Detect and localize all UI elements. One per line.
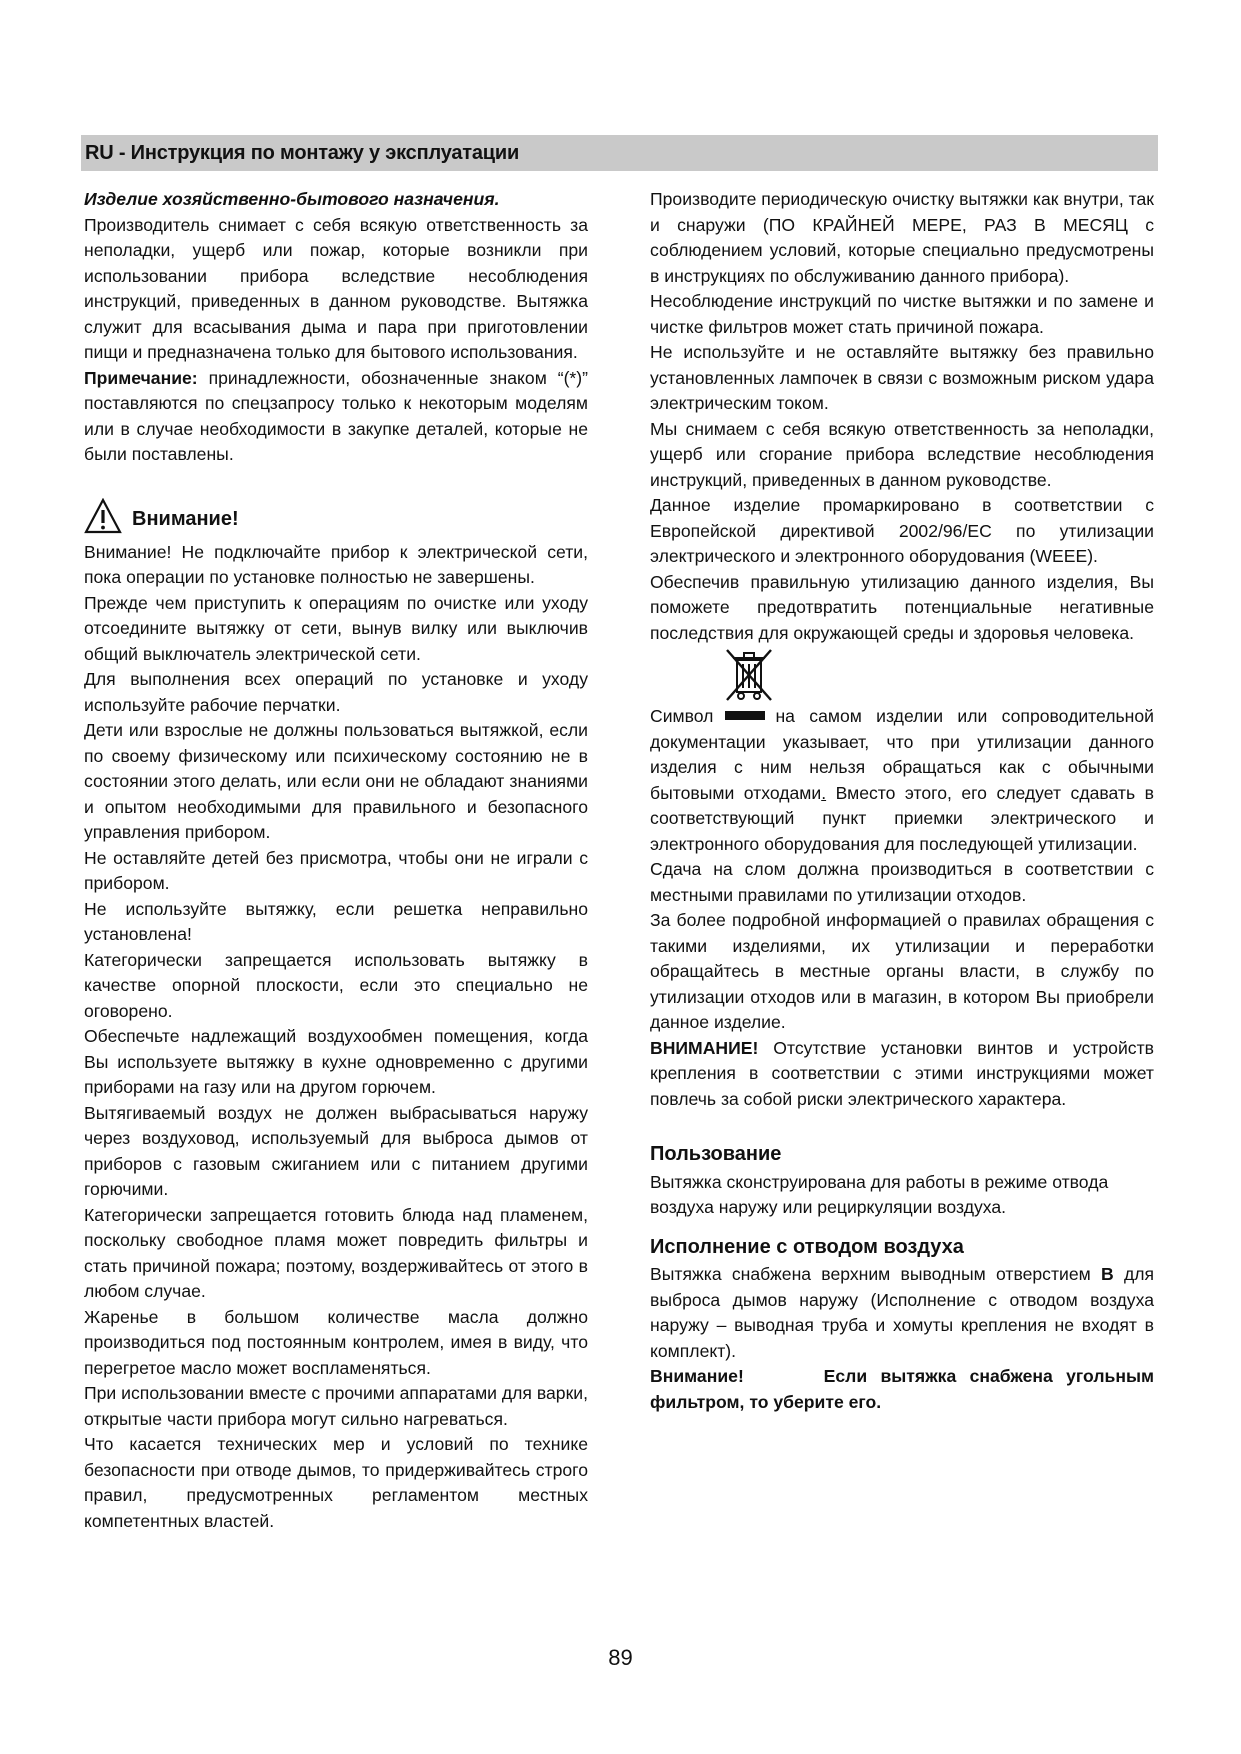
symbol-word: Символ xyxy=(650,706,714,726)
left-paragraph: Категорически запрещается готовить блюда над пламенем, поскольку свободное пламя может повредить фильтры и стать причиной пожара; поэтому, воздерживайтесь от этого в любом случае. xyxy=(84,1204,588,1301)
right-paragraph: Сдача на слом должна производиться в соответствии с местными правилами по утилизации отходов. xyxy=(650,859,1154,905)
left-column xyxy=(84,187,588,1534)
crossed-bin-icon xyxy=(723,646,775,702)
right-paragraph: Несоблюдение инструкций по чистке вытяжки и по замене и чистке фильтров может стать причиной пожара. xyxy=(650,291,1154,337)
left-paragraph: Прежде чем приступить к операциям по очистке или уходу отсоедините вытяжку от сети, вынув вилку или выключив общий выключатель электрической сети. xyxy=(84,592,588,664)
right-paragraph: За более подробной информацией о правилах обращения с такими изделиями, их утилизации и переработки обращайтесь в местные органы власти, в службу по утилизации отходов или в магазин, в котором Вы приобрели данное изделие. xyxy=(650,910,1154,1032)
right-paragraph: Не используйте и не оставляйте вытяжку без правильно установленных лампочек в связи с возможным риском удара электрическим током. xyxy=(650,342,1154,413)
left-paragraph: При использовании вместе с прочими аппаратами для варки, открытые части прибора могут сильно нагреваться. xyxy=(84,1383,588,1429)
left-paragraph: Категорически запрещается использовать вытяжку в качестве опорной плоскости, если это специально не оговорено. xyxy=(84,949,588,1021)
left-paragraph: Вытягиваемый воздух не должен выбрасываться наружу через воздуховод, используемый для выброса дымов от приборов с газовым сжиганием или с питанием другими горючими. xyxy=(84,1102,588,1199)
note-text: принадлежности, обозначенные знаком “(*)” поставляются по спецзапросу только к некоторым моделям или в случае необходимости в закупке деталей, которые не были поставлены. xyxy=(84,367,588,464)
left-paragraph: Не оставляйте детей без присмотра, чтобы они не играли с прибором. xyxy=(84,847,588,893)
final-warning: Внимание! Если вытяжка снабжена угольным фильтром, то уберите его. xyxy=(650,1366,1159,1412)
left-paragraph: Жаренье в большом количестве масла должно производиться под постоянным контролем, имея в виду, что перегретое масло может воспламеняться. xyxy=(84,1306,588,1378)
exhaust-title: Исполнение с отводом воздуха xyxy=(650,1235,964,1258)
left-paragraph: Для выполнения всех операций по установке и уходу используйте рабочие перчатки. xyxy=(84,669,588,715)
page-number: 89 xyxy=(608,1645,633,1670)
page-title: RU - Инструкция по монтажу у эксплуатации xyxy=(85,142,520,164)
page-header-band xyxy=(81,135,1158,171)
right-paragraph: Производите периодическую очистку вытяжки как внутри, так и снаружи (ПО КРАЙНЕЙ МЕРЕ, РАЗ В МЕСЯЦ с соблюдением условий, которые специально предусмотрены в инструкциях по обслуживанию данного прибора). xyxy=(650,189,1154,286)
note-label: Примечание: xyxy=(84,367,198,388)
exhaust-text-c: для выброса дымов наружу (Исполнение с отводом воздуха наружу – выводная труба и хомуты крепления не входят в комплект). xyxy=(650,1264,1154,1361)
usage-title: Пользование xyxy=(650,1143,782,1165)
symbol-text-underlined: . xyxy=(821,782,827,803)
left-paragraph: Внимание! Не подключайте прибор к электрической сети, пока операции по установке полностью не завершены. xyxy=(84,541,588,587)
note-paragraph xyxy=(84,366,588,468)
symbol-paragraph xyxy=(650,704,1154,857)
left-paragraph: Обеспечьте надлежащий воздухообмен помещения, когда Вы используете вытяжку в кухне одновременно с другими приборами на газу или на другом горючем. xyxy=(84,1026,588,1097)
exhaust-paragraph xyxy=(650,1262,1154,1364)
left-paragraph: Дети или взрослые не должны пользоваться вытяжкой, если по своему физическому или психическому состоянию не в состоянии этого делать, или если они не обладают знаниями и опытом необходимыми для правильного и безопасного управления прибором. xyxy=(84,720,588,842)
warning-heading xyxy=(84,496,588,536)
left-paragraph: Не используйте вытяжку, если решетка неправильно установлена! xyxy=(84,898,588,944)
right-paragraph: Данное изделие промаркировано в соответствии с Европейской директивой 2002/96/EC по утилизации электрического и электронного оборудования (WEEE). xyxy=(650,495,1154,566)
intro-text: Производитель снимает с себя всякую ответственность за неполадки, ущерб или пожар, которые возникли при использовании прибора вследствие несоблюдения инструкций, приведенных в данном руководстве. Вытяжка служит для всасывания дыма и пара при приготовлении пищи и предназначена только для бытового использования. xyxy=(84,214,588,362)
right-paragraph: Мы снимаем с себя всякую ответственность за неполадки, ущерб или сгорание прибора вследствие несоблюдения инструкций, приведенных в данном руководстве. xyxy=(650,418,1154,490)
left-paragraph: Что касается технических мер и условий по технике безопасности при отводе дымов, то придерживайтесь строго правил, предусмотренных регламентом местных компетентных властей. xyxy=(84,1434,588,1531)
symbol-text-a: на самом изделии или сопроводительной документации указывает, что при утилизации данного изделия с ним нельзя обращаться как с обычными бытовыми отходами xyxy=(650,706,1154,803)
attention-text: Отсутствие установки винтов и устройств крепления в соответствии с этими инструкциями может повлечь за собой риски электрического характера. xyxy=(650,1037,1154,1109)
black-bar-symbol-icon xyxy=(725,711,765,720)
exhaust-outlet-label: B xyxy=(1100,1264,1114,1284)
attention-paragraph xyxy=(650,1036,1154,1113)
exhaust-text-a: Вытяжка снабжена верхним выводным отверстием xyxy=(650,1264,1101,1284)
symbol-text-b: Вместо этого, его следует сдавать в соответствующий пункт приемки электрического и электронного оборудования для последующей утилизации. xyxy=(650,782,1154,854)
warning-title: Внимание! xyxy=(132,507,239,530)
intro-title: Изделие хозяйственно-бытового назначения. xyxy=(84,189,500,209)
warning-triangle-icon xyxy=(84,498,122,534)
right-paragraph: Обеспечив правильную утилизацию данного изделия, Вы поможете предотвратить потенциальные негативные последствия для окружающей среды и здоровья человека. xyxy=(650,571,1154,643)
usage-text: Вытяжка сконструирована для работы в режиме отвода воздуха наружу или рециркуляции воздуха. xyxy=(650,1171,1109,1217)
weee-symbol-row xyxy=(650,646,1154,704)
right-column xyxy=(650,187,1159,1415)
attention-label: ВНИМАНИЕ! xyxy=(650,1037,759,1058)
